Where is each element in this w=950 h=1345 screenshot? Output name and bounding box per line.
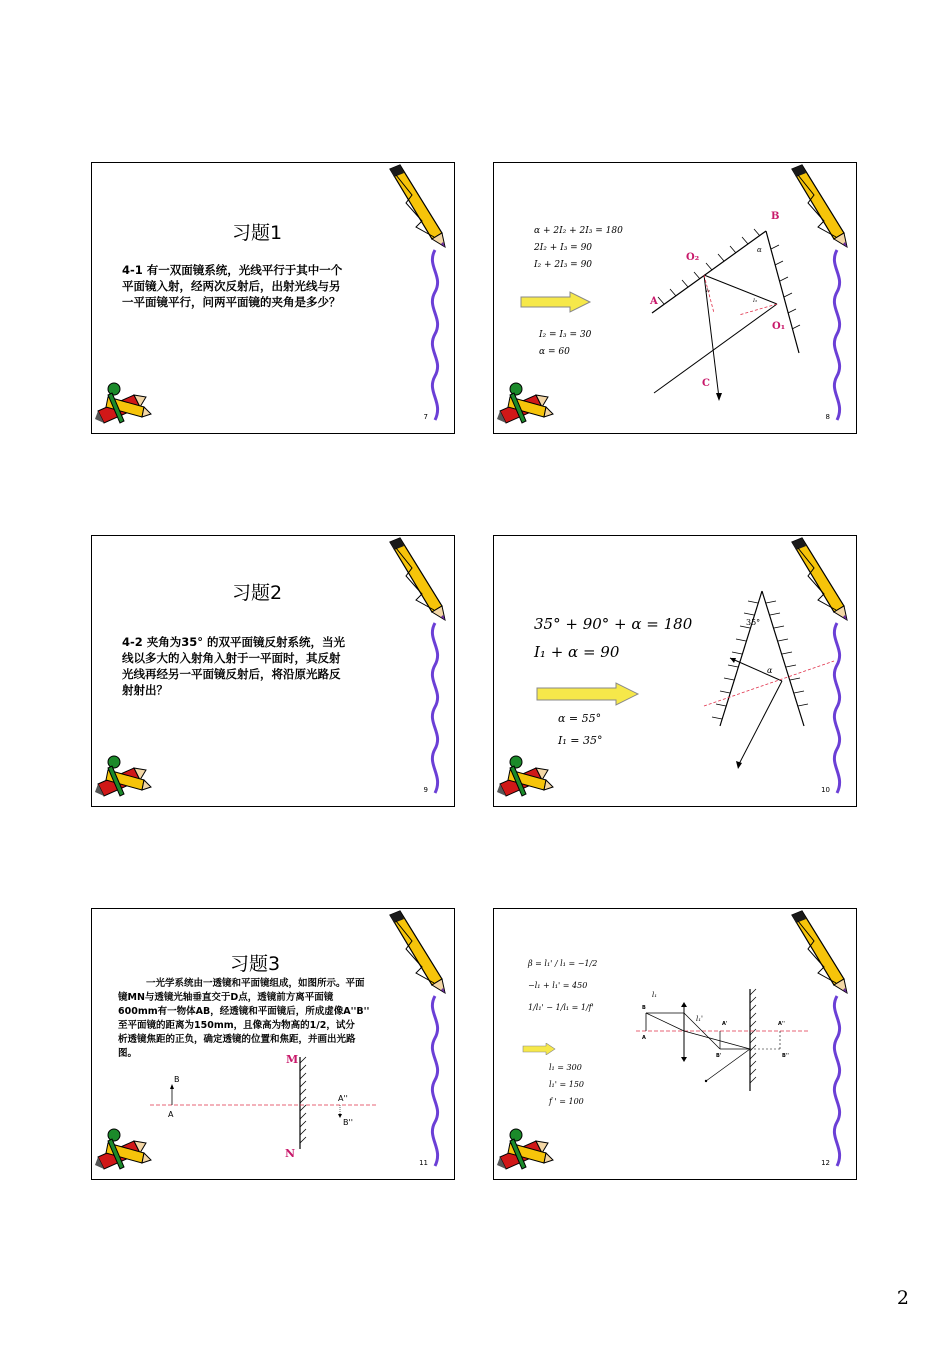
- pencils-icon: [496, 750, 554, 802]
- arrow-icon: [522, 1043, 556, 1055]
- results: I₂ = I₃ = 30 α = 60: [539, 330, 592, 357]
- svg-text:B'': B'': [343, 1118, 353, 1127]
- equations: β = l₁' / l₁ = −1/2 −l₁ + l₁' = 450 1/l₁' − 1/l₁ = 1/f': [528, 959, 598, 1012]
- lens-mirror-diagram: [636, 969, 816, 1109]
- page-number: 2: [896, 1287, 909, 1309]
- pencils-icon: [94, 750, 152, 802]
- slide-number: 12: [821, 1159, 830, 1167]
- slide-title: 习题1: [232, 222, 283, 244]
- problem-text: 4-1 有一双面镜系统，光线平行于其中一个 平面镜入射，经两次反射后，出射光线与另 一平面镜平行，问两平面镜的夹角是多少？: [122, 263, 343, 309]
- pencils-icon: [94, 377, 152, 429]
- svg-text:N: N: [285, 1147, 296, 1159]
- slide-10: [493, 535, 857, 807]
- wavy-line-icon: [826, 994, 848, 1169]
- pencil-icon: [382, 163, 452, 253]
- svg-text:α: α: [767, 666, 773, 675]
- svg-text:B: B: [771, 211, 780, 222]
- arrow-icon: [520, 291, 592, 313]
- slide-number: 9: [423, 786, 428, 794]
- slide-number: 11: [419, 1159, 428, 1167]
- pencils-icon: [496, 1123, 554, 1175]
- wavy-line-icon: [826, 248, 848, 423]
- slide-8: [493, 162, 857, 434]
- mirror-diagram: [644, 203, 804, 403]
- svg-text:A': A': [722, 1021, 728, 1027]
- svg-text:O₂: O₂: [686, 252, 700, 263]
- slide-title: 习题3: [230, 953, 281, 975]
- arrow-icon: [536, 682, 640, 706]
- svg-text:35°: 35°: [746, 618, 761, 627]
- svg-text:C: C: [702, 378, 710, 389]
- svg-text:B: B: [174, 1075, 180, 1084]
- slide-7: [91, 162, 455, 434]
- slide-12: [493, 908, 857, 1180]
- svg-text:B': B': [716, 1053, 722, 1059]
- equations: α + 2I₂ + 2I₃ = 180 2I₂ + I₃ = 90 I₂ + 2I₃ = 90: [534, 226, 623, 270]
- svg-text:I₃: I₃: [753, 298, 757, 304]
- problem-text: 4-2 夹角为35° 的双平面镜反射系统，当光 线以多大的入射角入射于一平面时，其反射 光线再经另一平面镜反射后，将沿原光路反 射射出？: [122, 635, 346, 697]
- lens-mirror-diagram: [142, 1049, 382, 1159]
- results: l₁ = 300 l₁' = 150 f ' = 100: [549, 1063, 585, 1106]
- problem-text: 一光学系统由一透镜和平面镜组成，如图所示。平面 镜MN与透镜光轴垂直交于D点，透镜前方离平面镜 600mm有一物体AB，经透镜和平面镜后，所成虚像A''B'' 至平面镜的距离为150mm，且像高为物高的1/2，试分 析透镜焦距的正负，确定透镜的位置和焦距，并画出光路 图。: [118, 978, 370, 1059]
- slide-number: 7: [423, 413, 428, 421]
- svg-text:l₁: l₁: [652, 991, 658, 999]
- svg-text:A'': A'': [778, 1021, 785, 1027]
- svg-text:A'': A'': [338, 1094, 348, 1103]
- slide-9: [91, 535, 455, 807]
- svg-text:O₁: O₁: [772, 321, 786, 332]
- svg-text:B: B: [642, 1005, 646, 1011]
- svg-text:A: A: [642, 1035, 646, 1041]
- svg-text:B'': B'': [782, 1053, 789, 1059]
- pencils-icon: [496, 377, 554, 429]
- pencil-icon: [382, 536, 452, 626]
- svg-text:I₂: I₂: [706, 288, 710, 294]
- slide-title: 习题2: [232, 582, 283, 604]
- svg-text:A: A: [650, 296, 658, 307]
- svg-text:α: α: [757, 246, 762, 254]
- mirror-diagram: [694, 581, 844, 781]
- wavy-line-icon: [424, 621, 446, 796]
- equations: 35° + 90° + α = 180 I₁ + α = 90: [534, 615, 693, 661]
- results: α = 55° I₁ = 35°: [558, 712, 603, 747]
- slide-number: 8: [825, 413, 830, 421]
- slide-number: 10: [821, 786, 830, 794]
- svg-text:A: A: [168, 1110, 174, 1119]
- svg-text:M: M: [286, 1053, 299, 1066]
- slide-11: [91, 908, 455, 1180]
- svg-text:l₁': l₁': [696, 1015, 703, 1023]
- wavy-line-icon: [424, 248, 446, 423]
